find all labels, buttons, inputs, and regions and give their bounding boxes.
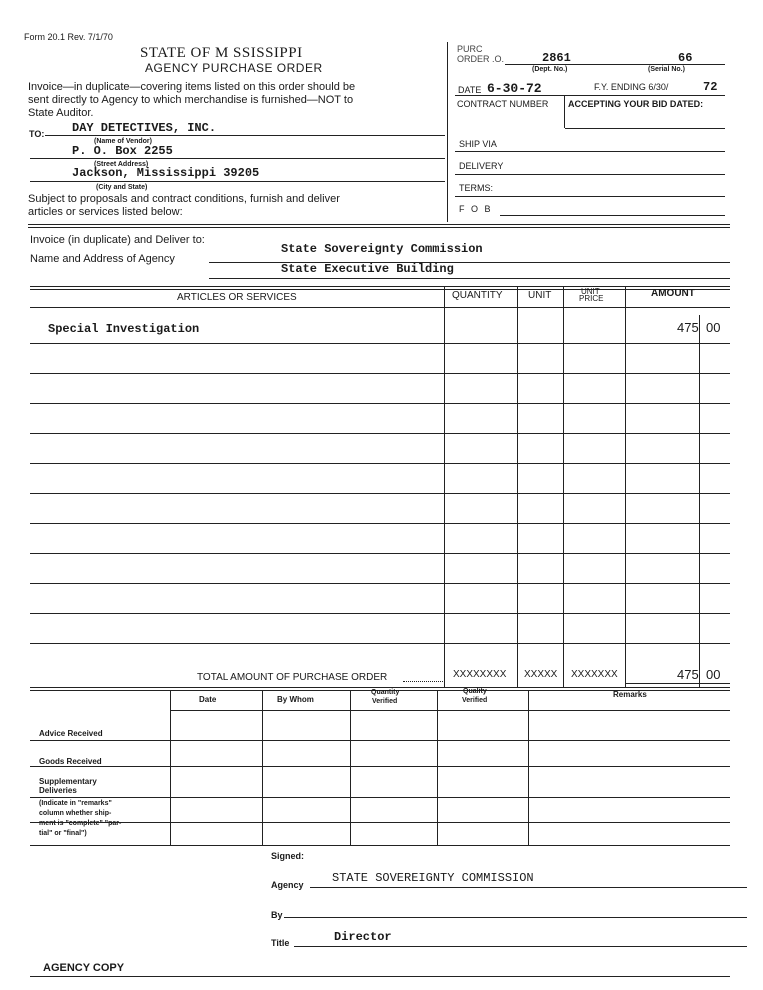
recv-col-by-whom: By Whom <box>277 695 314 704</box>
total-qty: XXXXXXXX <box>453 669 507 680</box>
fy-label: F.Y. ENDING 6/30/ <box>594 82 669 92</box>
fob-label: F O B <box>459 204 493 214</box>
to-label: TO: <box>29 129 45 139</box>
footer-agency-copy: AGENCY COPY <box>43 962 125 974</box>
indicate-note-3: ment is "complete" "par- <box>39 820 122 827</box>
date-label: DATE <box>458 85 482 95</box>
table-column-rule <box>517 286 518 687</box>
po-label-1: PURC <box>457 44 483 54</box>
terms-label: TERMS: <box>459 183 494 193</box>
table-column-rule <box>699 315 700 687</box>
receiving-rule <box>170 710 730 711</box>
recv-col-remarks: Remarks <box>613 690 647 699</box>
subject-note-1: Subject to proposals and contract conditions, furnish and deliver <box>28 193 340 205</box>
title-value: Director <box>334 930 392 944</box>
receiving-column-rule <box>528 690 529 845</box>
receiving-column-rule <box>437 690 438 845</box>
deliver-label-1: Invoice (in duplicate) and Deliver to: <box>30 234 205 246</box>
contract-label: CONTRACT NUMBER <box>457 99 549 109</box>
agency-sig-value: STATE SOVEREIGNTY COMMISSION <box>332 871 534 885</box>
vendor-street-caption: (Street Address) <box>94 161 149 168</box>
vendor-name-caption: (Name of Vendor) <box>94 138 152 145</box>
receiving-rule <box>30 797 730 798</box>
total-price: XXXXXXX <box>571 669 618 680</box>
receiving-rule <box>30 845 730 846</box>
receiving-rule <box>30 766 730 767</box>
indicate-note-1: (Indicate in "remarks" <box>39 800 112 807</box>
dept-no: 2861 <box>542 51 571 65</box>
col-quantity: QUANTITY <box>452 290 503 301</box>
col-unit: UNIT <box>528 290 552 301</box>
receiving-column-rule <box>262 690 263 845</box>
total-unit: XXXXX <box>524 669 558 680</box>
vendor-city: Jackson, Mississippi 39205 <box>72 166 260 180</box>
col-articles: ARTICLES OR SERVICES <box>177 292 297 303</box>
fy-value: 72 <box>703 80 718 94</box>
by-label: By <box>271 910 283 920</box>
vendor-city-caption: (City and State) <box>96 184 148 191</box>
state-line: STATE OF M SSISSIPPI <box>140 45 303 61</box>
invoice-note-2: sent directly to Agency to which merchandise is furnished—NOT to <box>28 94 354 106</box>
form-id: Form 20.1 Rev. 7/1/70 <box>24 32 113 42</box>
supplementary-1: Supplementary <box>39 777 97 786</box>
recv-col-date: Date <box>199 695 217 704</box>
signed-label: Signed: <box>271 851 304 861</box>
date-value: 6-30-72 <box>487 81 542 96</box>
recv-col-qty-1: Quantity <box>371 689 400 696</box>
delivery-label: DELIVERY <box>459 161 504 171</box>
recv-col-qty-2: Verified <box>372 698 398 705</box>
total-label: TOTAL AMOUNT OF PURCHASE ORDER <box>197 672 388 683</box>
item-amount-cents: 00 <box>706 320 721 335</box>
receiving-column-rule <box>350 690 351 845</box>
invoice-note-1: Invoice—in duplicate—covering items listed on this order should be <box>28 81 356 93</box>
receiving-rule <box>30 740 730 741</box>
vendor-street: P. O. Box 2255 <box>72 144 173 158</box>
indicate-note-2: column whether ship- <box>39 810 112 817</box>
advice-received: Advice Received <box>39 729 103 738</box>
table-column-rule <box>444 286 445 687</box>
receiving-column-rule <box>170 690 171 845</box>
ship-via-label: SHIP VIA <box>459 139 497 149</box>
recv-col-quality-1: Quality <box>463 688 487 695</box>
item-amount-dollars: 475 <box>677 320 699 335</box>
title-label: Title <box>271 938 290 948</box>
agency-address: State Executive Building <box>281 262 454 276</box>
supplementary-2: Deliveries <box>39 786 77 795</box>
agency-sig-label: Agency <box>271 880 304 890</box>
vendor-name: DAY DETECTIVES, INC. <box>72 121 217 135</box>
goods-received: Goods Received <box>39 757 102 766</box>
total-cents: 00 <box>706 667 721 682</box>
table-column-rule <box>563 286 564 687</box>
col-unit-price-1: UNIT <box>581 287 600 296</box>
po-label-2: ORDER .O. <box>457 54 505 64</box>
form-title: AGENCY PURCHASE ORDER <box>145 61 323 75</box>
receiving-rule <box>30 822 730 823</box>
item-article: Special Investigation <box>48 322 200 336</box>
indicate-note-4: tial" or "final") <box>39 830 87 837</box>
serial-no: 66 <box>678 51 693 65</box>
col-unit-price-2: PRICE <box>579 294 604 303</box>
dept-caption: (Dept. No.) <box>532 66 568 73</box>
recv-col-quality-2: Verified <box>462 697 488 704</box>
table-column-rule <box>625 286 626 687</box>
invoice-note-3: State Auditor. <box>28 107 94 119</box>
agency-name: State Sovereignty Commission <box>281 242 483 256</box>
bid-label: ACCEPTING YOUR BID DATED: <box>568 99 704 109</box>
serial-caption: (Serial No.) <box>648 66 685 73</box>
total-dollars: 475 <box>677 667 699 682</box>
deliver-label-2: Name and Address of Agency <box>30 253 175 265</box>
col-amount: AMOUNT <box>651 288 695 299</box>
subject-note-2: articles or services listed below: <box>28 206 183 218</box>
